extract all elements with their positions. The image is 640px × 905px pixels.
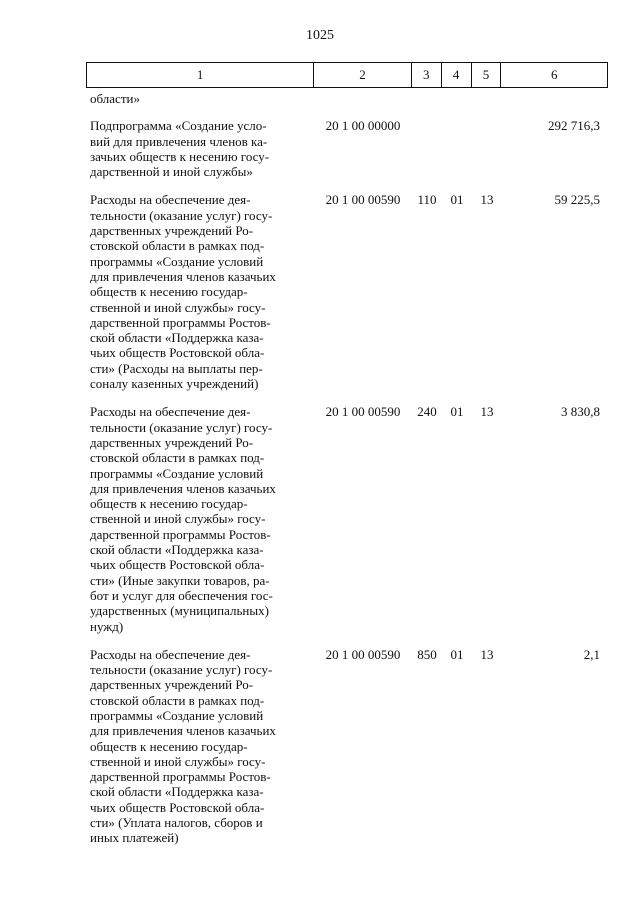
table-row (86, 118, 608, 179)
header-col-4: 4 (442, 63, 472, 87)
row-sum: 59 225,5 (554, 192, 600, 208)
row-rz: 01 (450, 192, 464, 208)
row-code: 20 1 00 00590 (325, 192, 401, 208)
table-body (86, 91, 608, 859)
row-rz: 01 (450, 646, 464, 662)
row-rz: 01 (450, 404, 464, 420)
header-col-2: 2 (314, 63, 412, 87)
row-code: 20 1 00 00590 (325, 404, 401, 420)
row-sum: 2,1 (583, 646, 600, 662)
row-pr: 13 (480, 192, 494, 208)
row-sum: 3 830,8 (561, 404, 600, 420)
row-vr: 850 (417, 646, 437, 662)
row-vr: 110 (417, 192, 437, 208)
table-header (86, 62, 608, 88)
row-sum: 292 716,3 (548, 118, 600, 134)
row-code: 20 1 00 00000 (325, 118, 401, 134)
table-row (86, 647, 608, 846)
row-name: Расходы на обеспечение дея- тельности (оказание услуг) госу- дарственных учреждений Ро- стовской области в рамках под- программы «Создание условий для привлечения членов казачьих обществ к несению государ- ственной и иной службы» госу- дарственной программы Ростов- ской области «Поддержка каза- чьих обществ Ростовской обла- сти» (Уплата налогов, сборов и иных платежей) (90, 646, 276, 846)
row-name: Подпрограмма «Создание усло- вий для привлечения членов ка- зачьих обществ к несению госу- дарственной и иной службы» (90, 118, 270, 180)
continuation-text: области» (90, 91, 140, 106)
row-vr: 240 (417, 404, 437, 420)
row-name: Расходы на обеспечение дея- тельности (оказание услуг) госу- дарственных учреждений Ро- стовской области в рамках под- программы «Создание условий для привлечения членов казачьих обществ к несению государ- ственной и иной службы» госу- дарственной программы Ростов- ской области «Поддержка каза- чьих обществ Ростовской обла- сти» (Иные закупки товаров, ра- бот и услуг для обеспечения гос- ударственных (муниципальных) нужд) (90, 404, 276, 634)
table-row (86, 404, 608, 633)
row-code: 20 1 00 00590 (325, 646, 401, 662)
row-name: Расходы на обеспечение дея- тельности (оказание услуг) госу- дарственных учреждений Ро- стовской области в рамках под- программы «Создание условий для привлечения членов казачьих обществ к несению государ- ственной и иной службы» госу- дарственной программы Ростов- ской области «Поддержка каза- чьих обществ Ростовской обла- сти» (Расходы на выплаты пер- соналу казенных учреждений) (90, 192, 276, 392)
page-number: 1025 (306, 28, 334, 43)
table-row (86, 192, 608, 391)
header-col-6: 6 (550, 67, 558, 82)
header-col-5: 5 (472, 63, 502, 87)
row-pr: 13 (480, 646, 494, 662)
header-col-1: 1 (87, 63, 314, 87)
header-col-3: 3 (412, 63, 442, 87)
row-pr: 13 (480, 404, 494, 420)
